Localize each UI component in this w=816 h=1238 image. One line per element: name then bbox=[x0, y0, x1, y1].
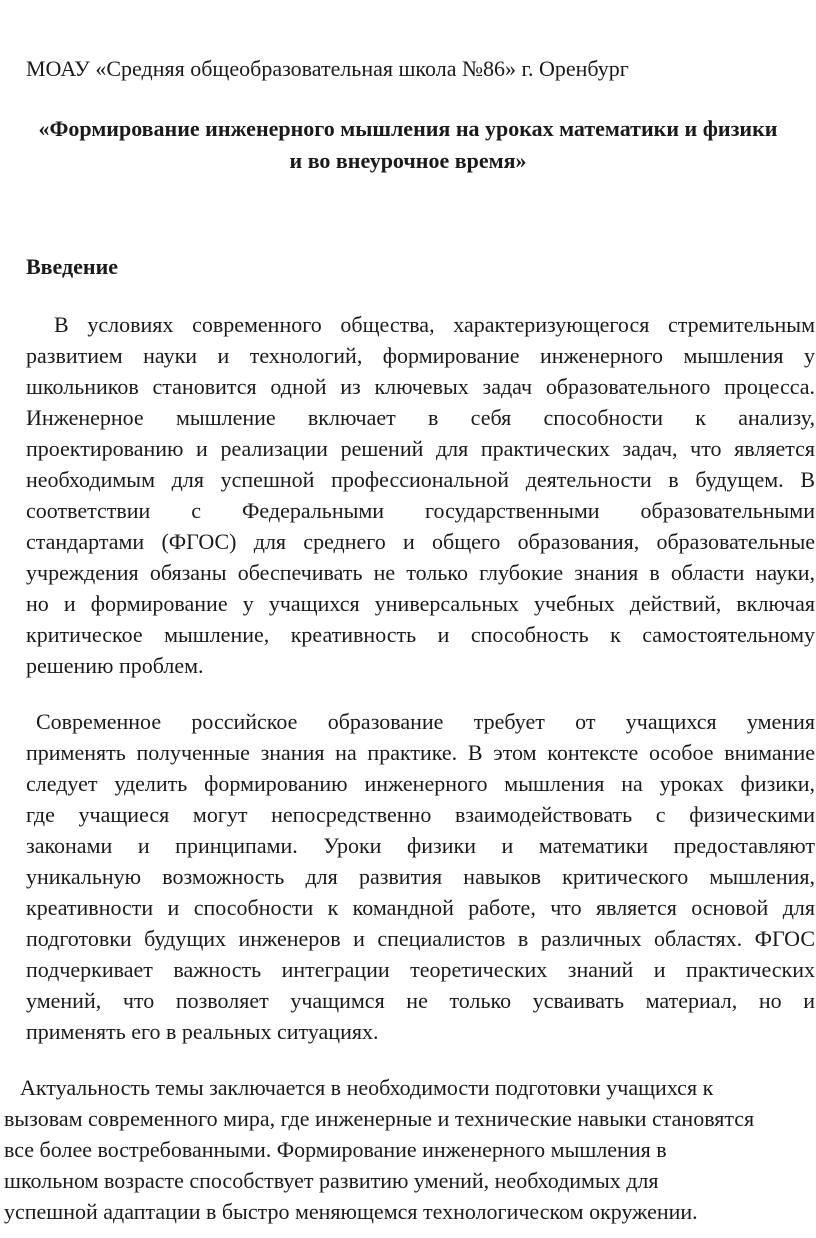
paragraph-line: применять его в реальных ситуациях. bbox=[26, 1019, 379, 1044]
paragraph-education bbox=[26, 706, 815, 1047]
paragraph-line: проектированию и реализации решений для практических задач, что является bbox=[26, 436, 815, 461]
paragraph-line: подготовки будущих инженеров и специалистов в различных областях. ФГОС bbox=[26, 926, 815, 951]
paragraph-line: успешной адаптации в быстро меняющемся технологическом окружении. bbox=[4, 1199, 698, 1224]
paragraph-line: стандартами (ФГОС) для среднего и общего образования, образовательные bbox=[26, 529, 815, 554]
document-title bbox=[0, 113, 816, 177]
paragraph-line: вызовам современного мира, где инженерные и технические навыки становятся bbox=[4, 1106, 755, 1131]
paragraph-line: умений, что позволяет учащимся не только усваивать материал, но и bbox=[26, 988, 815, 1013]
title-line-1: «Формирование инженерного мышления на уроках математики и физики bbox=[38, 116, 778, 141]
paragraph-line: критическое мышление, креативность и способность к самостоятельному bbox=[26, 622, 815, 647]
paragraph-line: креативности и способности к командной работе, что является основой для bbox=[26, 895, 815, 920]
school-name: МОАУ «Средняя общеобразовательная школа №86» г. Оренбург bbox=[26, 56, 629, 81]
paragraph-introduction bbox=[26, 309, 815, 681]
paragraph-line: В условиях современного общества, характеризующегося стремительным bbox=[54, 312, 815, 337]
paragraph-line: Современное российское образование требует от учащихся умения bbox=[36, 709, 815, 734]
paragraph-line: но и формирование у учащихся универсальных учебных действий, включая bbox=[26, 591, 815, 616]
paragraph-line: развитием науки и технологий, формирование инженерного мышления у bbox=[26, 343, 815, 368]
section-heading: Введение bbox=[26, 254, 119, 279]
paragraph-line: Актуальность темы заключается в необходимости подготовки учащихся к bbox=[20, 1075, 714, 1100]
paragraph-line: где учащиеся могут непосредственно взаимодействовать с физическими bbox=[26, 802, 815, 827]
paragraph-line: уникальную возможность для развития навыков критического мышления, bbox=[26, 864, 815, 889]
paragraph-line: учреждения обязаны обеспечивать не только глубокие знания в области науки, bbox=[26, 560, 815, 585]
paragraph-line: соответствии с Федеральными государственными образовательными bbox=[26, 498, 815, 523]
paragraph-line: школьников становится одной из ключевых задач образовательного процесса. bbox=[26, 374, 815, 399]
paragraph-relevance bbox=[4, 1072, 815, 1227]
paragraph-line: следует уделить формированию инженерного мышления на уроках физики, bbox=[26, 771, 815, 796]
paragraph-line: необходимым для успешной профессиональной деятельности в будущем. В bbox=[26, 467, 815, 492]
paragraph-line: подчеркивает важность интеграции теоретических знаний и практических bbox=[26, 957, 815, 982]
paragraph-line: Инженерное мышление включает в себя способности к анализу, bbox=[26, 405, 815, 430]
paragraph-line: школьном возрасте способствует развитию умений, необходимых для bbox=[4, 1168, 659, 1193]
paragraph-line: решению проблем. bbox=[26, 653, 204, 678]
paragraph-line: законами и принципами. Уроки физики и математики предоставляют bbox=[26, 833, 815, 858]
paragraph-line: применять полученные знания на практике. В этом контексте особое внимание bbox=[26, 740, 815, 765]
paragraph-line: все более востребованными. Формирование инженерного мышления в bbox=[4, 1137, 667, 1162]
title-line-2: и во внеурочное время» bbox=[289, 148, 527, 173]
